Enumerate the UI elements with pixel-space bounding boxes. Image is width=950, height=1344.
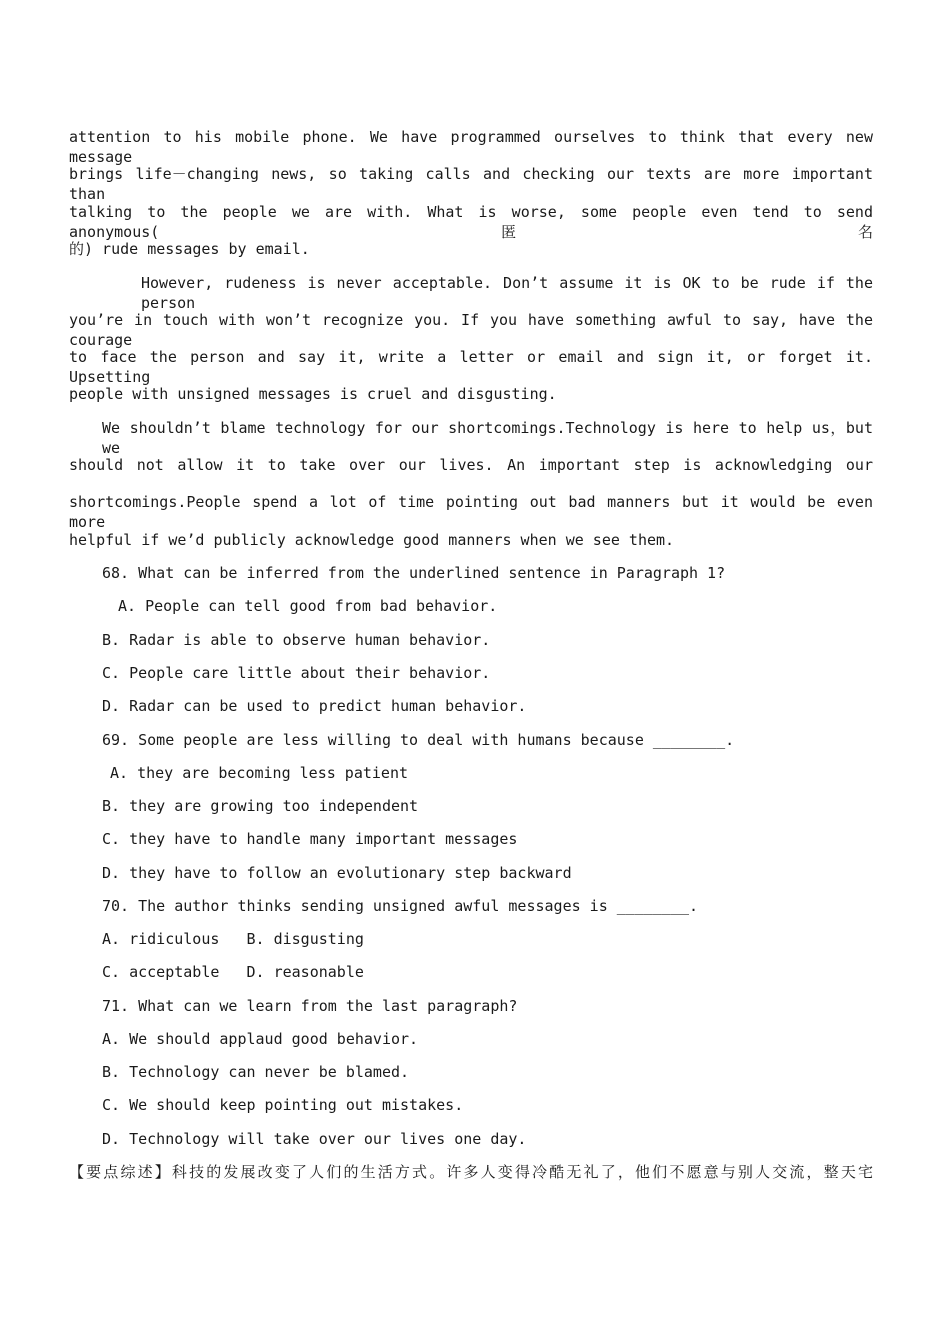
question-option: B. Technology can never be blamed. [102,1063,410,1081]
summary-line [69,1162,873,1182]
question-option: C. acceptable D. reasonable [102,963,364,981]
passage-line: should not allow it to take over our lives. An important step is acknowledging our [69,456,873,474]
question-stem: 69. Some people are less willing to deal with humans because ________. [102,731,735,749]
question-option: A. We should applaud good behavior. [102,1030,419,1048]
summary-text: 科技的发展改变了人们的生活方式。许多人变得冷酷无礼了，他们不愿意与别人交流，整天宅 [171,1163,873,1181]
passage-line: However, rudeness is never acceptable. Don’t assume it is OK to be rude if the person [141,274,873,312]
question-option: D. they have to follow an evolutionary step backward [102,864,572,882]
question-option: B. they are growing too independent [102,797,419,815]
question-stem: 70. The author thinks sending unsigned awful messages is ________. [102,897,699,915]
question-option: C. People care little about their behavior. [102,664,491,682]
passage-line: attention to his mobile phone. We have programmed ourselves to think that every new message [69,128,873,166]
passage-line: talking to the people we are with. What is worse, some people even tend to send anonymous(匿名 [69,203,873,241]
question-option: C. they have to handle many important messages [102,830,518,848]
question-stem: 68. What can be inferred from the underlined sentence in Paragraph 1? [102,564,726,582]
passage-line: you’re in touch with won’t recognize you. If you have something awful to say, have the courage [69,311,873,349]
passage-line: shortcomings.People spend a lot of time pointing out bad manners but it would be even more [69,493,873,531]
question-option: D. Radar can be used to predict human behavior. [102,697,527,715]
passage-line: 的) rude messages by email. [69,240,310,258]
passage-line: to face the person and say it, write a letter or email and sign it, or forget it. Upsetting [69,348,873,386]
question-option: C. We should keep pointing out mistakes. [102,1096,464,1114]
summary-label: 【要点综述】 [69,1163,172,1181]
question-option: A. they are becoming less patient [110,764,409,782]
passage-line: helpful if we’d publicly acknowledge good manners when we see them. [69,531,675,549]
question-stem: 71. What can we learn from the last paragraph? [102,997,518,1015]
question-option: B. Radar is able to observe human behavior. [102,631,491,649]
question-option: A. People can tell good from bad behavior. [118,597,498,615]
passage-line: We shouldn’t blame technology for our shortcomings.Technology is here to help us，but we [102,419,873,457]
question-option: D. Technology will take over our lives one day. [102,1130,527,1148]
question-option: A. ridiculous B. disgusting [102,930,364,948]
passage-line: brings life－changing news, so taking calls and checking our texts are more important than [69,165,873,203]
passage-line: people with unsigned messages is cruel and disgusting. [69,385,557,403]
